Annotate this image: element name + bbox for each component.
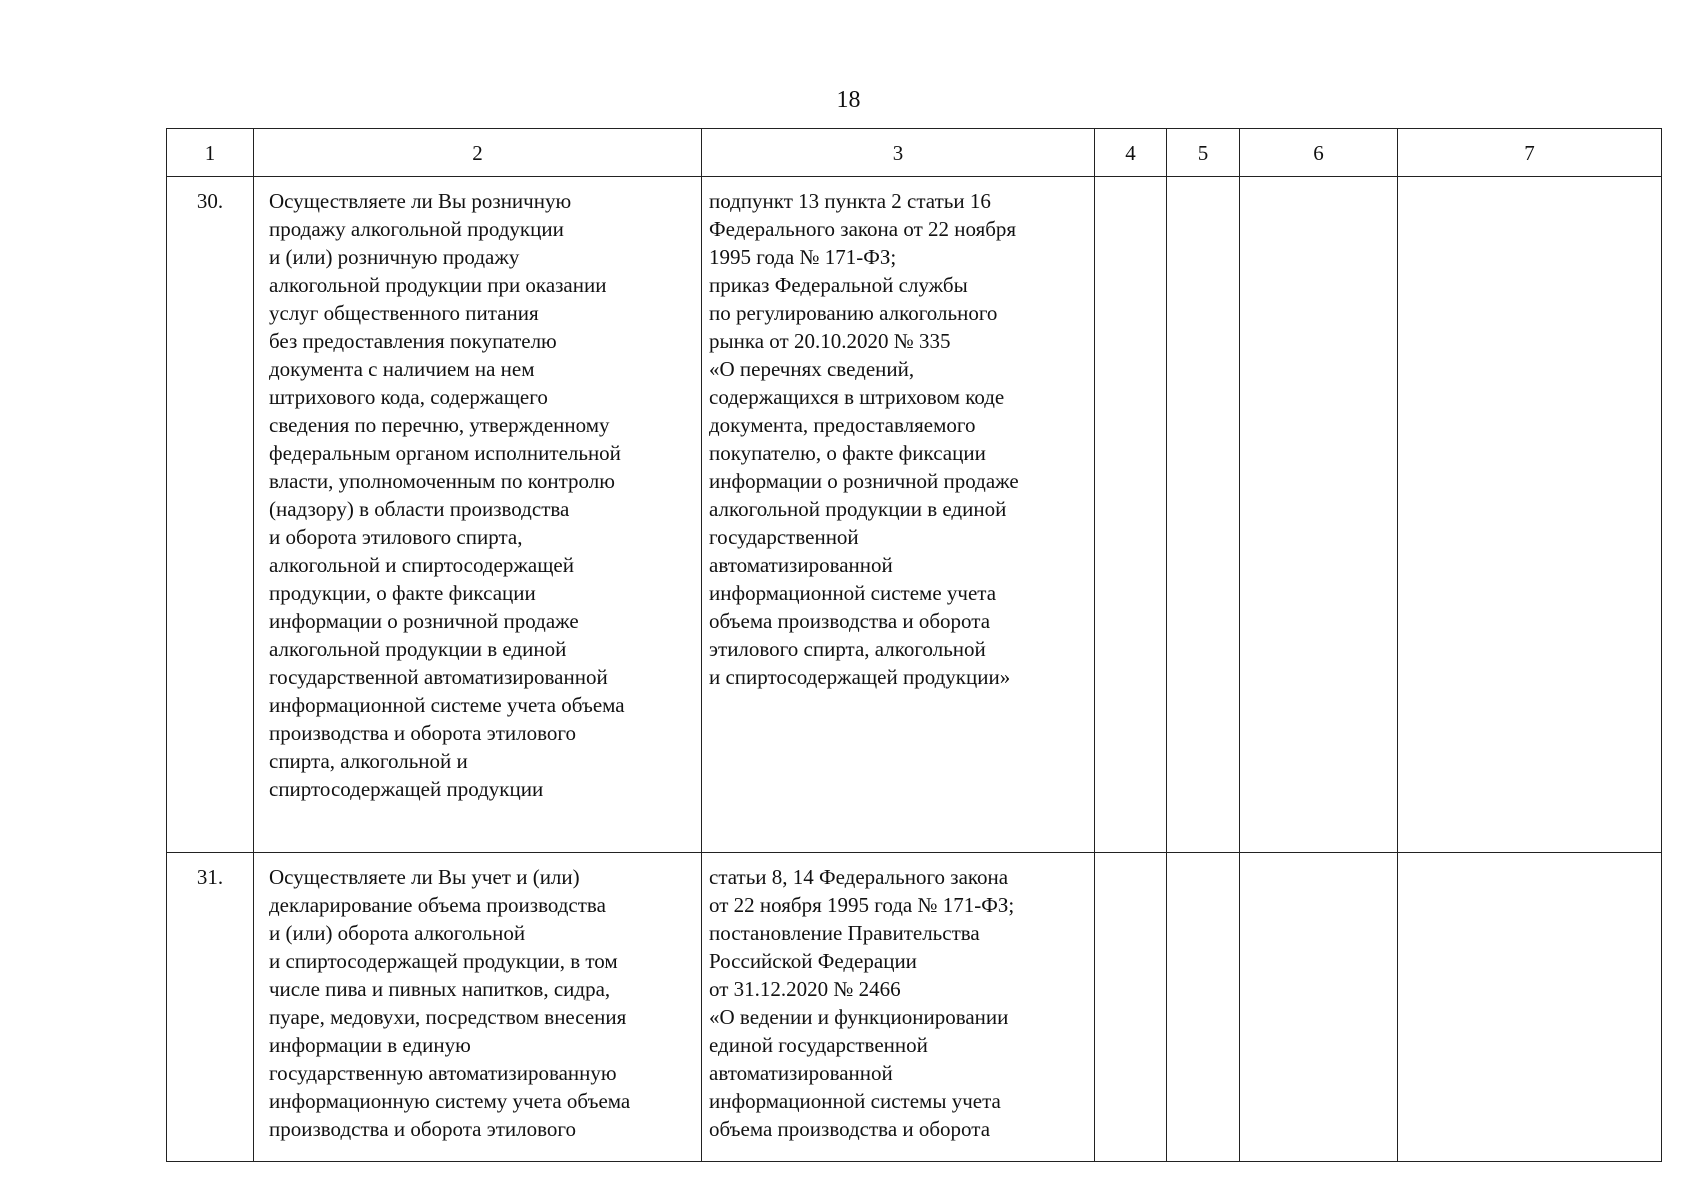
question-line: информации о розничной продаже — [269, 609, 579, 633]
empty-cell — [1240, 177, 1398, 853]
reference-line: информации о розничной продаже — [709, 469, 1019, 493]
reference-line: этилового спирта, алкогольной — [709, 637, 986, 661]
reference-line: «О ведении и функционировании — [709, 1005, 1009, 1029]
question-line: и оборота этилового спирта, — [269, 525, 523, 549]
header-row — [167, 129, 1662, 177]
reference-line: Российской Федерации — [709, 949, 917, 973]
empty-cell — [1398, 853, 1662, 1162]
empty-cell — [1095, 177, 1167, 853]
reference-line: содержащихся в штриховом коде — [709, 385, 1005, 409]
question-line: и спиртосодержащей продукции, в том — [269, 949, 618, 973]
column-header: 2 — [254, 129, 702, 177]
reference-line: Федерального закона от 22 ноября — [709, 217, 1017, 241]
column-header: 5 — [1167, 129, 1240, 177]
reference-line: от 22 ноября 1995 года № 171-ФЗ; — [709, 893, 1015, 917]
question-line: информации в единую — [269, 1033, 471, 1057]
question-line: и (или) розничную продажу — [269, 245, 520, 269]
reference-line: и спиртосодержащей продукции» — [709, 665, 1011, 689]
row-number: 30. — [196, 189, 224, 213]
question-line: государственной автоматизированной — [269, 665, 608, 689]
row-number: 31. — [196, 865, 224, 889]
question-line: продукции, о факте фиксации — [269, 581, 536, 605]
question-line: услуг общественного питания — [269, 301, 539, 325]
reference-line: объема производства и оборота — [709, 609, 991, 633]
reference-line: автоматизированной — [709, 1061, 893, 1085]
question-line: алкогольной продукции при оказании — [269, 273, 607, 297]
empty-cell — [1167, 853, 1240, 1162]
column-header: 7 — [1398, 129, 1662, 177]
question-line: декларирование объема производства — [269, 893, 606, 917]
column-header: 3 — [702, 129, 1095, 177]
question-line: алкогольной продукции в единой — [269, 637, 567, 661]
reference-line: постановление Правительства — [709, 921, 980, 945]
question-cell — [254, 177, 702, 853]
question-line: пуаре, медовухи, посредством внесения — [269, 1005, 627, 1029]
reference-cell — [702, 177, 1095, 853]
question-line: власти, уполномоченным по контролю — [269, 469, 615, 493]
question-line: спирта, алкогольной и — [269, 749, 468, 773]
reference-line: «О перечнях сведений, — [709, 357, 915, 381]
reference-line: покупателю, о факте фиксации — [709, 441, 986, 465]
question-line: числе пива и пивных напитков, сидра, — [269, 977, 611, 1001]
reference-line: документа, предоставляемого — [709, 413, 976, 437]
question-line: документа с наличием на нем — [269, 357, 535, 381]
empty-cell — [1398, 177, 1662, 853]
reference-line: информационной системы учета — [709, 1089, 1001, 1113]
question-line: производства и оборота этилового — [269, 1117, 577, 1141]
reference-line: приказ Федеральной службы — [709, 273, 968, 297]
question-line: информационной системе учета объема — [269, 693, 625, 717]
reference-line: единой государственной — [709, 1033, 928, 1057]
reference-line: статьи 8, 14 Федерального закона — [709, 865, 1009, 889]
reference-cell — [702, 853, 1095, 1162]
reference-line: рынка от 20.10.2020 № 335 — [709, 329, 951, 353]
question-line: информационную систему учета объема — [269, 1089, 631, 1113]
reference-line: алкогольной продукции в единой — [709, 497, 1007, 521]
question-line: штрихового кода, содержащего — [269, 385, 548, 409]
question-line: и (или) оборота алкогольной — [269, 921, 526, 945]
column-header: 1 — [167, 129, 254, 177]
question-line: производства и оборота этилового — [269, 721, 577, 745]
question-line: федеральным органом исполнительной — [269, 441, 621, 465]
question-line: государственную автоматизированную — [269, 1061, 617, 1085]
column-header: 4 — [1095, 129, 1167, 177]
reference-line: автоматизированной — [709, 553, 893, 577]
question-line: алкогольной и спиртосодержащей — [269, 553, 574, 577]
table-row — [167, 177, 1662, 853]
reference-line: подпункт 13 пункта 2 статьи 16 — [709, 189, 991, 213]
question-line: продажу алкогольной продукции — [269, 217, 564, 241]
reference-line: по регулированию алкогольного — [709, 301, 998, 325]
row-number-cell — [167, 177, 254, 853]
question-cell — [254, 853, 702, 1162]
reference-line: государственной — [709, 525, 859, 549]
reference-line: информационной системе учета — [709, 581, 997, 605]
question-line: (надзору) в области производства — [269, 497, 570, 521]
row-number-cell — [167, 853, 254, 1162]
question-line: Осуществляете ли Вы учет и (или) — [269, 865, 580, 889]
reference-line: от 31.12.2020 № 2466 — [709, 977, 901, 1001]
page-number: 18 — [836, 87, 861, 113]
table-row — [167, 853, 1662, 1162]
question-line: Осуществляете ли Вы розничную — [269, 189, 572, 213]
question-line: без предоставления покупателю — [269, 329, 557, 353]
question-line: спиртосодержащей продукции — [269, 777, 544, 801]
question-line: сведения по перечню, утвержденному — [269, 413, 610, 437]
empty-cell — [1095, 853, 1167, 1162]
reference-line: объема производства и оборота — [709, 1117, 991, 1141]
requirements-table — [166, 128, 1662, 1162]
column-header: 6 — [1240, 129, 1398, 177]
empty-cell — [1240, 853, 1398, 1162]
empty-cell — [1167, 177, 1240, 853]
reference-line: 1995 года № 171-ФЗ; — [709, 245, 897, 269]
